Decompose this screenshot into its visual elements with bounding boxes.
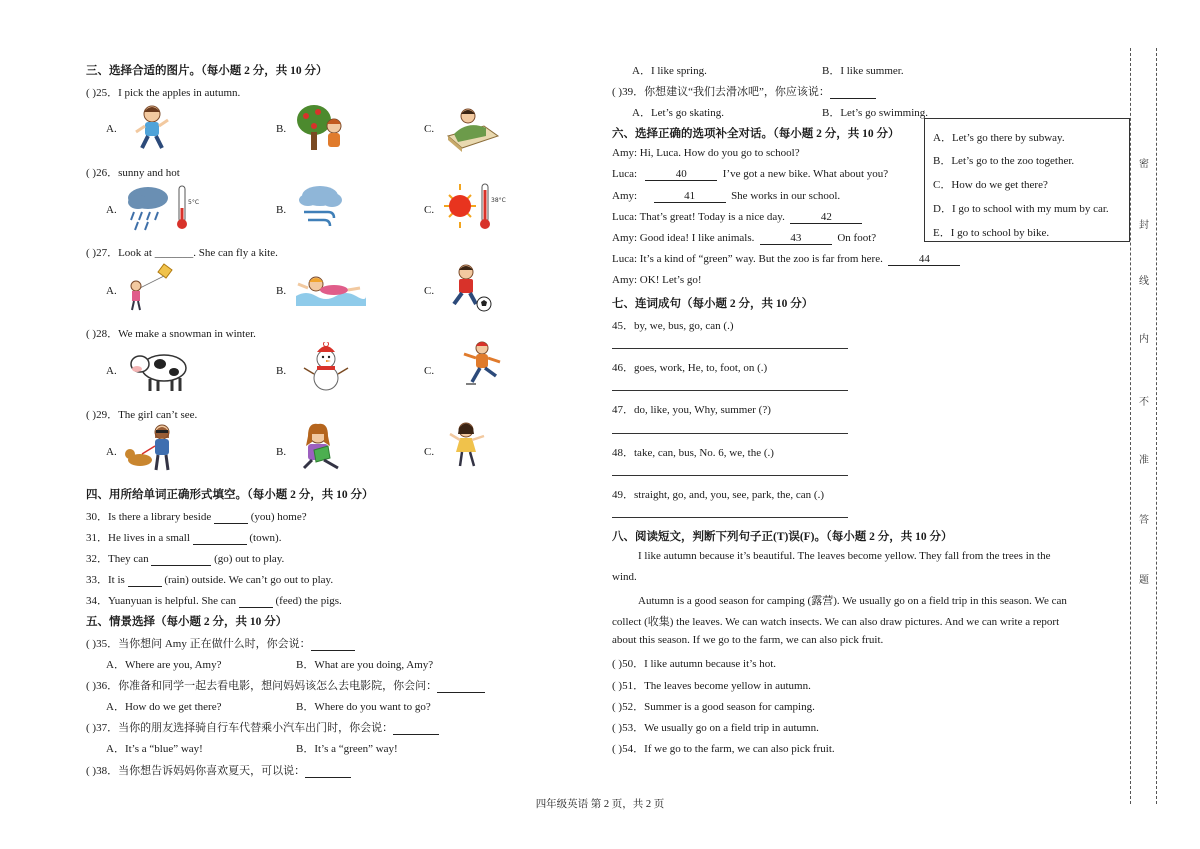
speaker-luca: Luca: (612, 168, 638, 180)
section-6-title: 六、选择正确的选项补全对话。（每小题 2 分，共 10 分） (612, 128, 900, 140)
section-5-title: 五、情景选择（每小题 2 分，共 10 分） (86, 616, 288, 628)
question-37-option-a: A．It’s a “blue” way! (106, 743, 203, 755)
binding-dashed-line (1130, 48, 1131, 804)
blank-40[interactable]: 40 (645, 168, 717, 181)
sunny-hot-picture (442, 182, 518, 232)
question-30-text: 30．Is there a library beside (86, 511, 212, 523)
answer-line[interactable] (612, 517, 848, 518)
answer-blank[interactable] (830, 86, 876, 99)
question-31-hint: (town). (249, 532, 282, 544)
question-50: ( )50．I like autumn because it’s hot. (612, 658, 777, 670)
option-a-label: A. (106, 285, 117, 297)
binding-char: 准 (1139, 455, 1149, 466)
question-36-option-b: B．Where do you want to go? (296, 701, 431, 713)
option-c-label: C. (424, 365, 435, 377)
option-box-item: B．Let’s go to the zoo together. (933, 155, 1075, 167)
temperature-label: 5°C (188, 199, 200, 206)
question-26: ( )26．sunny and hot (86, 167, 180, 179)
question-34 (86, 592, 342, 608)
question-35 (86, 635, 355, 651)
question-33-text: 33．It is (86, 574, 125, 586)
rainy-cold-picture (124, 182, 204, 232)
question-37-option-b: B．It’s a “green” way! (296, 743, 398, 755)
section-7-title: 七、连词成句（每小题 2 分，共 10 分） (612, 298, 814, 310)
question-37-text: ( )37．当你的朋友选择骑自行车代替乘小汽车出门时，你会说： (86, 722, 394, 734)
dialogue-line-4 (612, 211, 862, 224)
question-35-option-a: A．Where are you, Amy? (106, 659, 222, 671)
passage-line: I like autumn because it’s beautiful. The leaves become yellow. They fall from the trees in the (638, 550, 1051, 562)
dialogue-text: Amy: Good idea! I like animals. (612, 232, 755, 244)
dialogue-line-7: Amy: OK! Let’s go! (612, 274, 702, 286)
question-38-text: ( )38．当你想告诉妈妈你喜欢夏天，可以说： (86, 765, 306, 777)
answer-blank[interactable] (214, 511, 248, 524)
option-box-item: A．Let’s go there by subway. (933, 132, 1065, 144)
answer-blank[interactable] (128, 574, 162, 587)
answer-blank[interactable] (393, 722, 439, 735)
answer-line[interactable] (612, 390, 848, 391)
question-38 (86, 762, 351, 778)
question-32 (86, 550, 284, 566)
question-48: 48．take, can, bus, No. 6, we, the (.) (612, 447, 774, 459)
option-b-label: B. (276, 204, 287, 216)
dialogue-text: I’ve got a new bike. What about you? (722, 168, 889, 180)
passage-line: about this season. If we go to the farm, we can also pick fruit. (612, 634, 884, 646)
passage-line: wind. (612, 571, 637, 583)
skating-boy-picture (452, 340, 508, 390)
option-c-label: C. (424, 285, 435, 297)
section-3-title: 三、选择合适的图片。（每小题 2 分，共 10 分） (86, 65, 328, 77)
option-a-label: A. (106, 446, 117, 458)
binding-dashed-line (1156, 48, 1157, 804)
question-35-text: ( )35．当你想问 Amy 正在做什么时，你会说： (86, 638, 311, 650)
answer-blank[interactable] (305, 765, 351, 778)
option-b-label: B. (276, 285, 287, 297)
question-29: ( )29．The girl can’t see. (86, 409, 198, 421)
question-53: ( )53．We usually go on a field trip in autumn. (612, 722, 819, 734)
question-45: 45．by, we, bus, go, can (.) (612, 320, 734, 332)
blank-43[interactable]: 43 (760, 232, 832, 245)
question-52: ( )52．Summer is a good season for camping. (612, 701, 815, 713)
sleeping-boy-picture (444, 102, 500, 152)
question-27: ( )27．Look at _______. She can fly a kite. (86, 247, 278, 259)
question-34-hint: (feed) the pigs. (275, 595, 342, 607)
option-a-label: A. (106, 365, 117, 377)
apple-picking-picture (294, 102, 350, 152)
speaker-amy: Amy: (612, 190, 638, 202)
dialogue-text: Luca: That’s great! Today is a nice day. (612, 211, 785, 223)
binding-char: 密 (1139, 159, 1149, 170)
answer-blank[interactable] (437, 680, 485, 693)
question-37 (86, 719, 439, 735)
dialogue-line-5 (612, 232, 876, 245)
binding-char: 不 (1139, 397, 1149, 408)
question-31 (86, 529, 281, 545)
option-box-item: C．How do we get there? (933, 179, 1048, 191)
question-33-hint: (rain) outside. We can’t go out to play. (164, 574, 334, 586)
question-35-option-b: B．What are you doing, Amy? (296, 659, 434, 671)
question-39-option-b: B．Let’s go swimming. (822, 107, 929, 119)
question-51: ( )51．The leaves become yellow in autumn. (612, 680, 811, 692)
binding-char: 内 (1139, 334, 1149, 345)
dialogue-text: She works in our school. (731, 190, 841, 202)
question-36 (86, 677, 485, 693)
dialogue-line-2 (612, 168, 888, 181)
boy-playing-football-picture (444, 262, 500, 312)
answer-blank[interactable] (311, 638, 355, 651)
binding-char: 题 (1139, 575, 1149, 586)
snowman-picture (298, 342, 354, 392)
option-a-label: A. (106, 204, 117, 216)
cow-picture (128, 344, 192, 394)
windy-cloud-picture (294, 182, 350, 232)
option-box-item: D．I go to school with my mum by car. (933, 203, 1109, 215)
question-39 (612, 83, 876, 99)
swimming-girl-picture (294, 262, 366, 312)
option-a-label: A. (106, 123, 117, 135)
question-38-option-b: B．I like summer. (822, 65, 904, 77)
question-31-text: 31．He lives in a small (86, 532, 190, 544)
dancing-girl-picture (442, 420, 498, 470)
question-36-option-a: A．How do we get there? (106, 701, 222, 713)
dialogue-text: On foot? (837, 232, 877, 244)
reading-girl-picture (294, 422, 350, 472)
question-46: 46．goes, work, He, to, foot, on (.) (612, 362, 768, 374)
question-49: 49．straight, go, and, you, see, park, the, can (.) (612, 489, 824, 501)
option-b-label: B. (276, 446, 287, 458)
dialogue-line-1: Amy: Hi, Luca. How do you go to school? (612, 147, 800, 159)
blind-girl-with-dog-picture (124, 422, 180, 472)
dialogue-text: Luca: It’s a kind of “green” way. But the zoo is far from here. (612, 253, 883, 265)
options-box (924, 118, 1130, 242)
option-c-label: C. (424, 446, 435, 458)
passage-line: collect (收集) the leaves. We can watch insects. We can also draw pictures. And we can write a report (612, 616, 1060, 628)
option-c-label: C. (424, 204, 435, 216)
answer-blank[interactable] (193, 532, 247, 545)
question-33 (86, 571, 333, 587)
question-38-option-a: A．I like spring. (632, 65, 707, 77)
option-box-item: E．I go to school by bike. (933, 227, 1050, 239)
answer-line[interactable] (612, 475, 848, 476)
binding-char: 线 (1139, 276, 1149, 287)
answer-blank[interactable] (151, 553, 211, 566)
question-47: 47．do, like, you, Why, summer (?) (612, 404, 771, 416)
question-30-hint: (you) home? (250, 511, 307, 523)
passage-line: Autumn is a good season for camping (露营). We usually go on a field trip in this season. We can (638, 595, 1067, 607)
question-39-text: ( )39．你想建议“我们去滑冰吧”，你应该说： (612, 86, 830, 98)
binding-char: 答 (1139, 515, 1149, 526)
question-28: ( )28．We make a snowman in winter. (86, 328, 256, 340)
section-8-title: 八、阅读短文，判断下列句子正(T)误(F)。（每小题 2 分，共 10 分） (612, 531, 953, 543)
temperature-label: 38°C (491, 197, 506, 204)
option-b-label: B. (276, 365, 287, 377)
question-34-text: 34．Yuanyuan is helpful. She can (86, 595, 236, 607)
question-30 (86, 508, 307, 524)
question-36-text: ( )36．你准备和同学一起去看电影，想问妈妈该怎么去电影院，你会问： (86, 680, 438, 692)
question-54: ( )54．If we go to the farm, we can also pick fruit. (612, 743, 835, 755)
option-b-label: B. (276, 123, 287, 135)
blank-42[interactable]: 42 (790, 211, 862, 224)
answer-line[interactable] (612, 433, 848, 434)
answer-line[interactable] (612, 348, 848, 349)
dialogue-line-6 (612, 253, 960, 266)
girl-flying-kite-picture (124, 262, 180, 312)
page-footer: 四年级英语 第 2 页，共 2 页 (535, 799, 665, 810)
question-32-text: 32．They can (86, 553, 149, 565)
question-32-hint: (go) out to play. (214, 553, 285, 565)
blank-41[interactable]: 41 (654, 190, 726, 203)
running-boy-picture (124, 102, 180, 152)
option-c-label: C. (424, 123, 435, 135)
question-39-option-a: A．Let’s go skating. (632, 107, 724, 119)
answer-blank[interactable] (239, 595, 273, 608)
section-4-title: 四、用所给单词正确形式填空。（每小题 2 分，共 10 分） (86, 489, 374, 501)
question-25: ( )25．I pick the apples in autumn. (86, 87, 241, 99)
binding-char: 封 (1139, 220, 1149, 231)
blank-44[interactable]: 44 (888, 253, 960, 266)
dialogue-line-3 (612, 190, 840, 203)
